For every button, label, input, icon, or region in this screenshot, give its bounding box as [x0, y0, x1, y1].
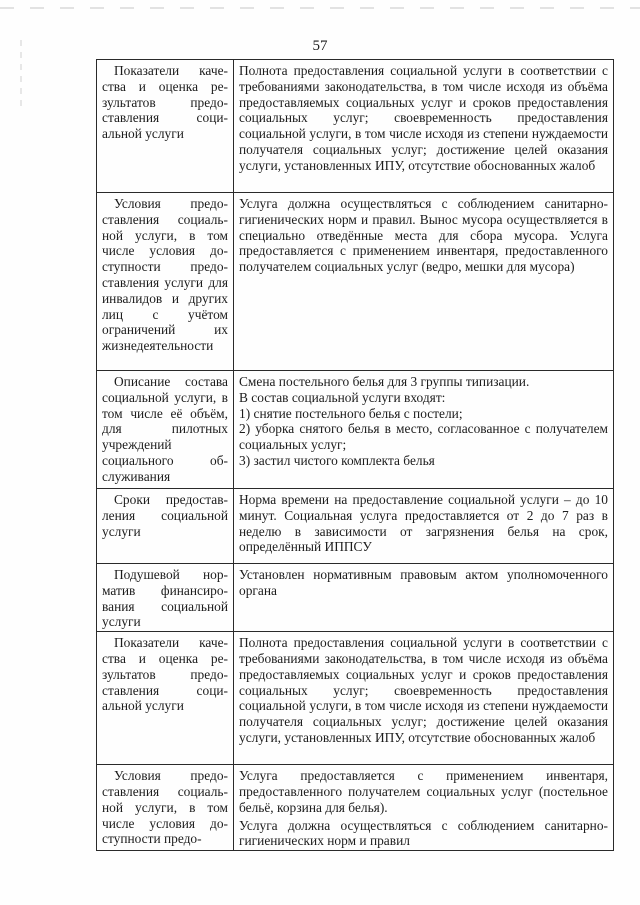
table-row-conditions-2 — [97, 765, 614, 851]
row-label: Описание состава социальной услуги, в том числе её объём, для пилотных учреждений социального обслуживания — [97, 371, 234, 489]
row-content — [234, 632, 614, 765]
content-list-item: 2) уборка снятого белья в место, согласованное с получателем социальных услуг; — [239, 421, 608, 453]
row-label: Условия предоставления социальной услуги, в том числе условия доступности предоставления услуги для инвалидов и других лиц с учётом ограничений их жизнедеятельности — [97, 193, 234, 371]
page-number: 57 — [312, 38, 328, 54]
row-label: Показатели качества и оценка результатов предоставления социальной услуги — [97, 632, 234, 765]
content-paragraph: Полнота предоставления социальной услуги в соответствии с требованиями законодательства, в том числе исходя из объёма предоставляемых социальных услуг и сроков предоставления социальных услуг; своевременность предоставления социальной услуги, в том числе исходя из степени нуждаемости получателя социальных услуг; достижение целей оказания услуги, установленных ИПУ, отсутствие обоснованных жалоб — [239, 63, 608, 173]
row-content — [234, 564, 614, 632]
table-row-quality-indicators — [97, 60, 614, 193]
content-paragraph: Услуга предоставляется с применением инвентаря, предоставленного получателем социальных услуг (постельное бельё, корзина для белья). — [239, 768, 608, 815]
row-content — [234, 371, 614, 489]
table-row-description — [97, 371, 614, 489]
service-table — [96, 59, 614, 851]
table-row-conditions — [97, 193, 614, 371]
content-paragraph: Норма времени на предоставление социальной услуги – до 10 минут. Социальная услуга предоставляется от 2 до 7 раз в неделю в зависимости от загрязнения белья на срок, определённый ИППСУ — [239, 492, 608, 555]
row-content — [234, 60, 614, 193]
table-row-financing — [97, 564, 614, 632]
content-paragraph: Услуга должна осуществляться с соблюдением санитарно-гигиенических норм и правил. Вынос мусора осуществляется в специально отведённые места для сбора мусора. Услуга предоставляется с применением инвентаря, предоставленного получателем социальных услуг (ведро, мешки для мусора) — [239, 196, 608, 275]
scan-edge-top — [0, 7, 640, 9]
row-content — [234, 765, 614, 851]
content-paragraph: Смена постельного белья для 3 группы типизации. — [239, 374, 530, 389]
table-row-quality-indicators-2 — [97, 632, 614, 765]
row-content — [234, 489, 614, 564]
row-label: Подушевой норматив финансирования социальной услуги — [97, 564, 234, 632]
content-paragraph: Услуга должна осуществляться с соблюдением санитарно-гигиенических норм и правил — [239, 817, 608, 849]
table-row-terms — [97, 489, 614, 564]
content-list-item: 3) застил чистого комплекта белья — [239, 452, 435, 468]
content-list-item: 1) снятие постельного белья с постели; — [239, 405, 463, 421]
content-paragraph: Полнота предоставления социальной услуги в соответствии с требованиями законодательства, в том числе исходя из объёма предоставляемых социальных услуг и сроков предоставления социальных услуг; своевременность предоставления социальной услуги, в том числе исходя из степени нуждаемости получателя социальных услуг; достижение целей оказания услуги, установленных ИПУ, отсутствие обоснованных жалоб — [239, 635, 608, 745]
row-label: Условия предоставления социальной услуги, в том числе условия доступности предо- — [97, 765, 234, 851]
content-paragraph: В состав социальной услуги входят: — [239, 389, 446, 405]
row-label: Сроки предоставления социальной услуги — [97, 489, 234, 564]
content-paragraph: Установлен нормативным правовым актом уполномоченного органа — [239, 567, 608, 598]
row-content — [234, 193, 614, 371]
row-label: Показатели качества и оценка результатов предоставления социальной услуги — [97, 60, 234, 193]
